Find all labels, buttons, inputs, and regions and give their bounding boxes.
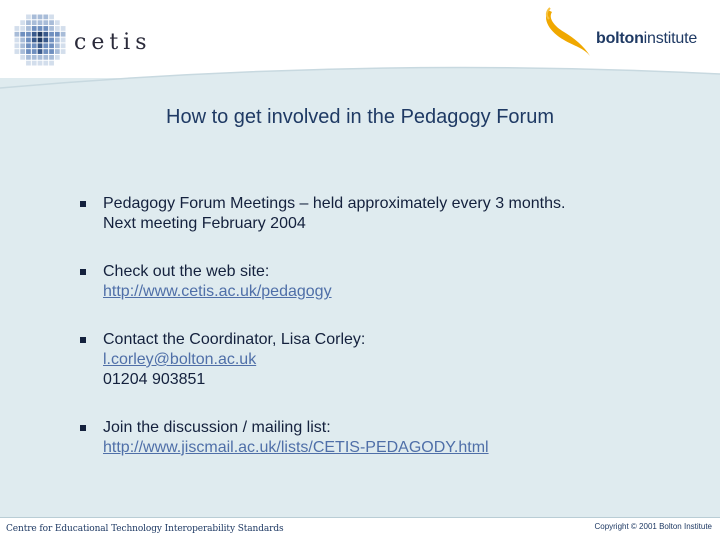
bullet-list <box>78 194 698 486</box>
slide-title: How to get involved in the Pedagogy Forum <box>166 106 554 128</box>
footer-org-name: Centre for Educational Technology Interoperability Standards <box>6 524 284 534</box>
bolton-logo-rest-text: institute <box>643 30 698 47</box>
square-bullet-icon <box>80 201 86 207</box>
website-link[interactable]: http://www.cetis.ac.uk/pedagogy <box>103 283 332 300</box>
square-bullet-icon <box>80 337 86 343</box>
bullet-website <box>78 262 698 302</box>
footer-copyright: Copyright © 2001 Bolton Institute <box>594 522 712 531</box>
cetis-mosaic-icon <box>14 14 66 66</box>
bullet-text: Contact the Coordinator, Lisa Corley: <box>103 331 366 348</box>
bullet-text: Join the discussion / mailing list: <box>103 419 331 436</box>
bullet-text: Next meeting February 2004 <box>103 215 306 232</box>
bolton-institute-logo <box>540 6 716 58</box>
square-bullet-icon <box>80 425 86 431</box>
bullet-text: Check out the web site: <box>103 263 270 280</box>
phone-number: 01204 903851 <box>103 371 206 388</box>
email-link[interactable]: l.corley@bolton.ac.uk <box>103 351 257 368</box>
footer-divider <box>0 517 720 518</box>
cetis-logo <box>14 14 152 66</box>
bolton-logo-bold-text: bolton <box>596 30 644 47</box>
mailing-list-link[interactable]: http://www.jiscmail.ac.uk/lists/CETIS-PEDAGODY.html <box>103 439 489 456</box>
square-bullet-icon <box>80 269 86 275</box>
bullet-contact <box>78 330 698 390</box>
bullet-meetings <box>78 194 698 234</box>
header-curve <box>0 60 720 110</box>
bolton-swoosh-icon <box>540 6 596 58</box>
bullet-text: Pedagogy Forum Meetings – held approximately every 3 months. <box>103 195 566 212</box>
bolton-logo-text <box>596 30 697 48</box>
cetis-logo-text: cetis <box>74 30 152 55</box>
bullet-mailing-list <box>78 418 698 458</box>
